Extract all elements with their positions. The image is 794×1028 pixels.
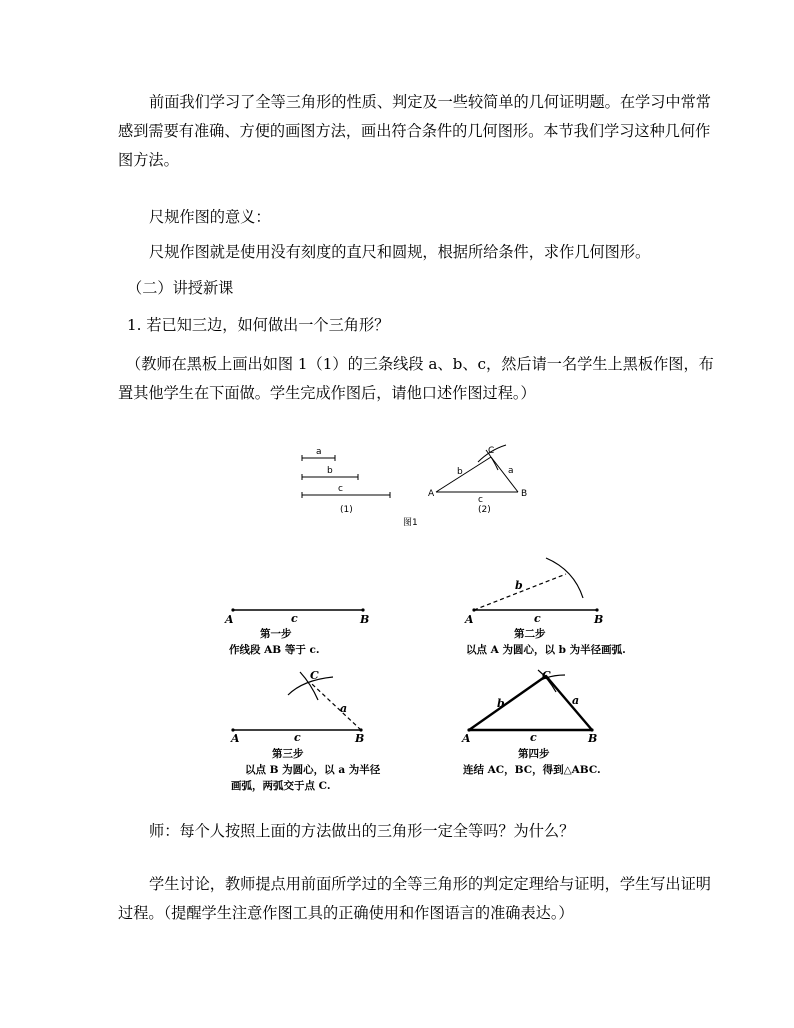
step-3-vertex-c: C — [310, 669, 319, 682]
step-4-title: 第四步 — [518, 748, 550, 760]
step-3-side-c: c — [294, 731, 301, 744]
teacher-question: 师：每个人按照上面的方法做出的三角形一定全等吗？为什么？ — [149, 822, 575, 840]
step-4-side-b: b — [497, 697, 505, 710]
step-1-description: 作线段 AB 等于 c. — [229, 644, 320, 656]
step-1-diagram — [231, 608, 364, 611]
step-2-radius-b: b — [515, 579, 523, 592]
step-2-vertex-a: A — [465, 613, 474, 626]
ruler-compass-definition: 尺规作图就是使用没有刻度的直尺和圆规，根据所给条件，求作几何图形。 — [149, 243, 651, 261]
step-3-vertex-a: A — [231, 732, 240, 745]
step-3-title: 第三步 — [272, 748, 304, 760]
vertex-b: B — [521, 489, 528, 499]
step-3-radius-a: a — [340, 702, 348, 715]
step-4-side-c: c — [530, 731, 537, 744]
teacher-instruction: （教师在黑板上画出如图 1（1）的三条线段 a、b、c，然后请一名学生上黑板作图，布置其他学生在下面做。学生完成作图后，请他口述作图过程。） — [118, 355, 714, 402]
segment-a-label: a — [316, 447, 322, 457]
vertex-a: A — [428, 489, 435, 499]
ruler-compass-heading: 尺规作图的意义： — [149, 208, 271, 226]
figure-1-caption: 图1 — [403, 518, 418, 528]
segment-c-label: c — [338, 484, 343, 494]
question-heading: 1. 若已知三边，如何做出一个三角形？ — [127, 316, 390, 334]
discussion-paragraph: 学生讨论，教师提点用前面所学过的全等三角形的判定定理给与证明，学生写出证明过程。（提醒学生注意作图工具的正确使用和作图语言的准确表达。） — [118, 875, 711, 922]
step-3-description-line-2: 画弧，两弧交于点 C. — [231, 780, 331, 792]
side-c-label: c — [478, 495, 483, 505]
segment-b-label: b — [327, 466, 333, 476]
step-3-vertex-b: B — [355, 732, 365, 745]
step-4-vertex-a: A — [462, 732, 471, 745]
side-a-label: a — [508, 466, 514, 476]
step-2-arc — [546, 558, 583, 598]
step-2-description: 以点 A 为圆心，以 b 为半径画弧. — [466, 644, 626, 656]
step-1-vertex-a: A — [225, 613, 234, 626]
section-heading: （二）讲授新课 — [127, 279, 234, 297]
step-4-vertex-b: B — [588, 732, 598, 745]
side-b-label: b — [457, 467, 463, 477]
step-1-side-c: c — [291, 612, 298, 625]
step-4-vertex-c: C — [542, 669, 551, 682]
step-2-vertex-b: B — [594, 613, 604, 626]
step-4-side-a: a — [572, 694, 580, 707]
step-2-title: 第二步 — [514, 628, 546, 640]
step-3-description-line-1: 以点 B 为圆心，以 a 为半径 — [245, 764, 381, 776]
intro-paragraph: 前面我们学习了全等三角形的性质、判定及一些较简单的几何证明题。在学习中常常感到需要有准确、方便的画图方法，画出符合条件的几何图形。本节我们学习这种几何作图方法。 — [118, 93, 711, 169]
step-2-diagram — [472, 558, 598, 612]
step-1-title: 第一步 — [260, 628, 292, 640]
step-1-vertex-b: B — [360, 613, 370, 626]
subfigure-1-label: (1) — [340, 505, 353, 515]
step-2-side-c: c — [534, 612, 541, 625]
subfigure-2-label: (2) — [478, 505, 491, 515]
step-4-description: 连结 AC，BC，得到△ABC. — [463, 764, 601, 776]
vertex-c: C — [488, 446, 495, 456]
